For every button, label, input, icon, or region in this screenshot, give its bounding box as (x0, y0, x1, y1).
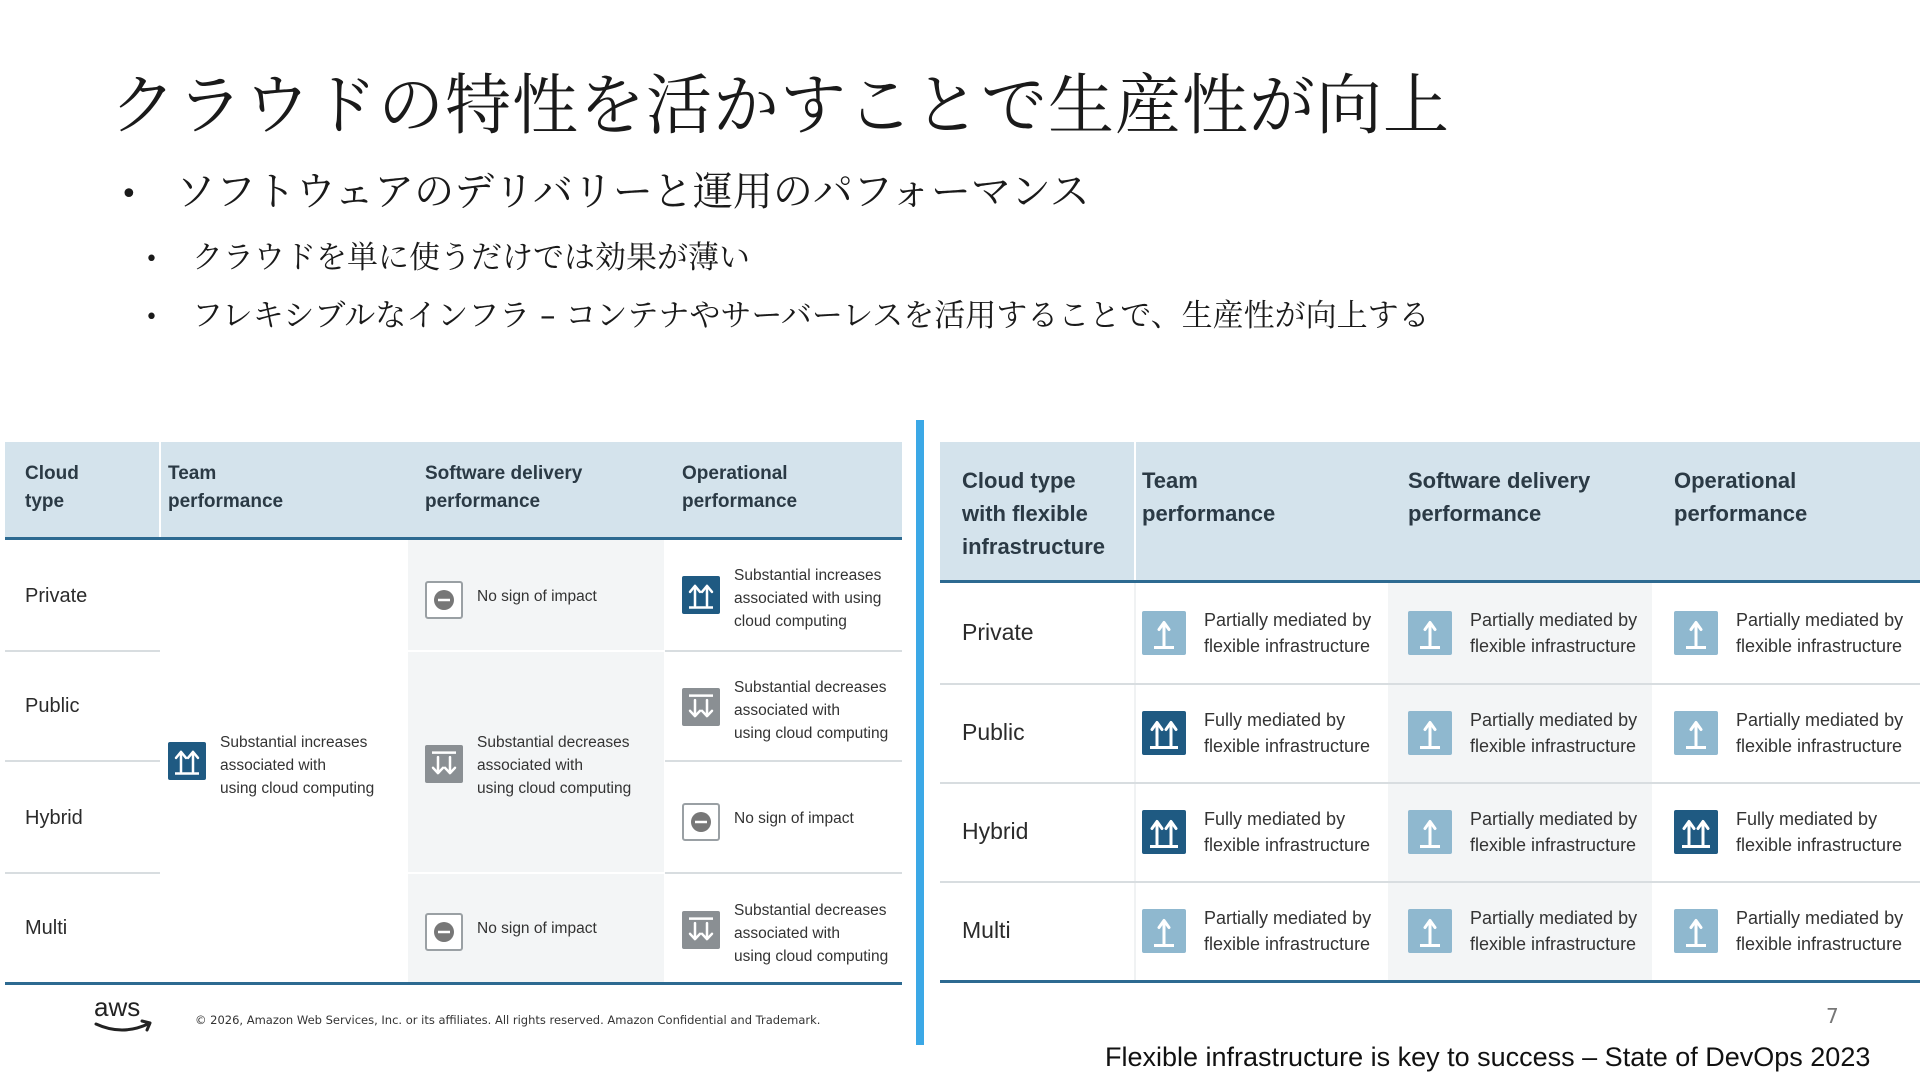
row-label-public: Public (962, 719, 1025, 745)
row-label-hybrid: Hybrid (962, 818, 1029, 844)
software-cell-text: Partially mediated by flexible infrastructure (1470, 610, 1638, 656)
single-up-arrow-icon (1674, 711, 1718, 755)
single-up-arrow-icon (1408, 909, 1452, 953)
double-up-arrow-icon (1674, 810, 1718, 854)
header-text: Cloud type (25, 463, 79, 512)
single-up-arrow-icon (1674, 611, 1718, 655)
bullet-text: ソフトウェアのデリバリーと運用のパフォーマンス (175, 169, 1090, 215)
row-label-multi: Multi (25, 917, 68, 939)
header-divider (1134, 442, 1136, 580)
software-cell-text: Substantial decreases associated with using cloud computing (477, 734, 632, 797)
row-label-private: Private (25, 585, 88, 607)
page-number: 7 (1826, 1004, 1839, 1028)
vertical-divider (916, 420, 924, 1045)
software-cell-text: Partially mediated by flexible infrastructure (1470, 710, 1638, 756)
operational-cell-text: Fully mediated by flexible infrastructure (1736, 809, 1903, 855)
operational-cell-text: Substantial decreases associated with using cloud computing (734, 679, 889, 742)
bullet-dot: • (145, 247, 158, 272)
header-text: Operational performance (1674, 468, 1808, 526)
row-divider (665, 872, 902, 874)
team-cell-text: Fully mediated by flexible infrastructure (1204, 809, 1371, 855)
header-operational (682, 460, 797, 516)
slide-title: クラウドの特性を活かすことで生産性が向上 (110, 67, 1450, 144)
row-label-hybrid: Hybrid (25, 807, 83, 829)
no-impact-icon (425, 913, 463, 951)
header-text: Team performance (1142, 468, 1276, 526)
single-up-arrow-icon (1674, 909, 1718, 953)
header-team-performance (1142, 464, 1275, 530)
bullet-text: フレキシブルなインフラ – コンテナやサーバーレスを活用することで、生産性が向上する (191, 298, 1430, 334)
bullet-level1 (120, 160, 1090, 217)
double-down-arrow-icon (682, 911, 720, 949)
bullet-level2 (145, 290, 1430, 335)
table-header (5, 442, 902, 540)
header-text: Software delivery performance (425, 463, 583, 512)
operational-cell-text: No sign of impact (734, 810, 854, 827)
operational-cell-text: Partially mediated by flexible infrastructure (1736, 610, 1904, 656)
table-bottom-rule (940, 980, 1920, 983)
header-divider (159, 442, 161, 537)
copyright-notice: © 2026, Amazon Web Services, Inc. or its affiliates. All rights reserved. Amazon Confidential and Trademark. (195, 1013, 821, 1027)
single-up-arrow-icon (1142, 611, 1186, 655)
software-cell-text: No sign of impact (477, 588, 597, 605)
no-impact-icon (425, 581, 463, 619)
row-divider (408, 872, 665, 874)
header-software-delivery (1408, 464, 1590, 530)
table-header (940, 442, 1920, 583)
header-text: Software delivery performance (1408, 468, 1591, 526)
header-software-delivery (425, 460, 582, 516)
row-divider (665, 760, 902, 762)
row-label-private: Private (962, 619, 1034, 645)
row-divider (408, 650, 665, 652)
bullet-level2 (145, 232, 750, 277)
header-cloud-type (25, 460, 79, 516)
header-team-performance (168, 460, 283, 516)
aws-logo (92, 992, 156, 1038)
software-cell-text: Partially mediated by flexible infrastructure (1470, 809, 1638, 855)
double-down-arrow-icon (425, 745, 463, 783)
header-text: Team performance (168, 463, 284, 512)
header-text: Operational performance (682, 463, 798, 512)
operational-cell-text: Substantial decreases associated with using cloud computing (734, 902, 889, 965)
operational-cell-text: Partially mediated by flexible infrastructure (1736, 908, 1904, 954)
single-up-arrow-icon (1408, 810, 1452, 854)
team-cell-text: Partially mediated by flexible infrastructure (1204, 908, 1372, 954)
double-up-arrow-icon (1142, 711, 1186, 755)
row-divider (940, 881, 1920, 883)
software-cell-text: Partially mediated by flexible infrastructure (1470, 908, 1638, 954)
double-up-arrow-icon (1142, 810, 1186, 854)
row-divider (665, 650, 902, 652)
bullet-dot: • (120, 176, 138, 212)
single-up-arrow-icon (1408, 711, 1452, 755)
operational-cell-text: Partially mediated by flexible infrastructure (1736, 710, 1904, 756)
bullet-dot: • (145, 305, 158, 330)
header-operational (1674, 464, 1807, 530)
team-cell-text: Partially mediated by flexible infrastructure (1204, 610, 1372, 656)
cloud-type-performance-table (5, 442, 902, 985)
row-divider (5, 872, 160, 874)
aws-logo-text: aws (94, 992, 141, 1022)
table-bottom-rule (5, 982, 902, 985)
row-divider (940, 683, 1920, 685)
row-divider (940, 782, 1920, 784)
team-cell-text: Fully mediated by flexible infrastructure (1204, 710, 1371, 756)
single-up-arrow-icon (1408, 611, 1452, 655)
double-up-arrow-icon (682, 576, 720, 614)
flexible-infrastructure-table (940, 442, 1920, 983)
row-divider (5, 650, 160, 652)
software-cell-text: No sign of impact (477, 920, 597, 937)
header-text: Cloud type with flexible infrastructure (962, 468, 1106, 559)
double-down-arrow-icon (682, 688, 720, 726)
team-cell-text: Substantial increases associated with using cloud computing (220, 734, 375, 797)
source-caption: Flexible infrastructure is key to success – State of DevOps 2023 (1105, 1042, 1871, 1072)
row-divider (5, 760, 160, 762)
header-cloud-type-flexible (962, 464, 1105, 563)
bullet-text: クラウドを単に使うだけでは効果が薄い (191, 240, 750, 276)
single-up-arrow-icon (1142, 909, 1186, 953)
operational-cell-text: Substantial increases associated with using cloud computing (734, 567, 882, 630)
row-label-public: Public (25, 695, 80, 717)
no-impact-icon (682, 803, 720, 841)
row-label-multi: Multi (962, 917, 1011, 943)
double-up-arrow-icon (168, 742, 206, 780)
